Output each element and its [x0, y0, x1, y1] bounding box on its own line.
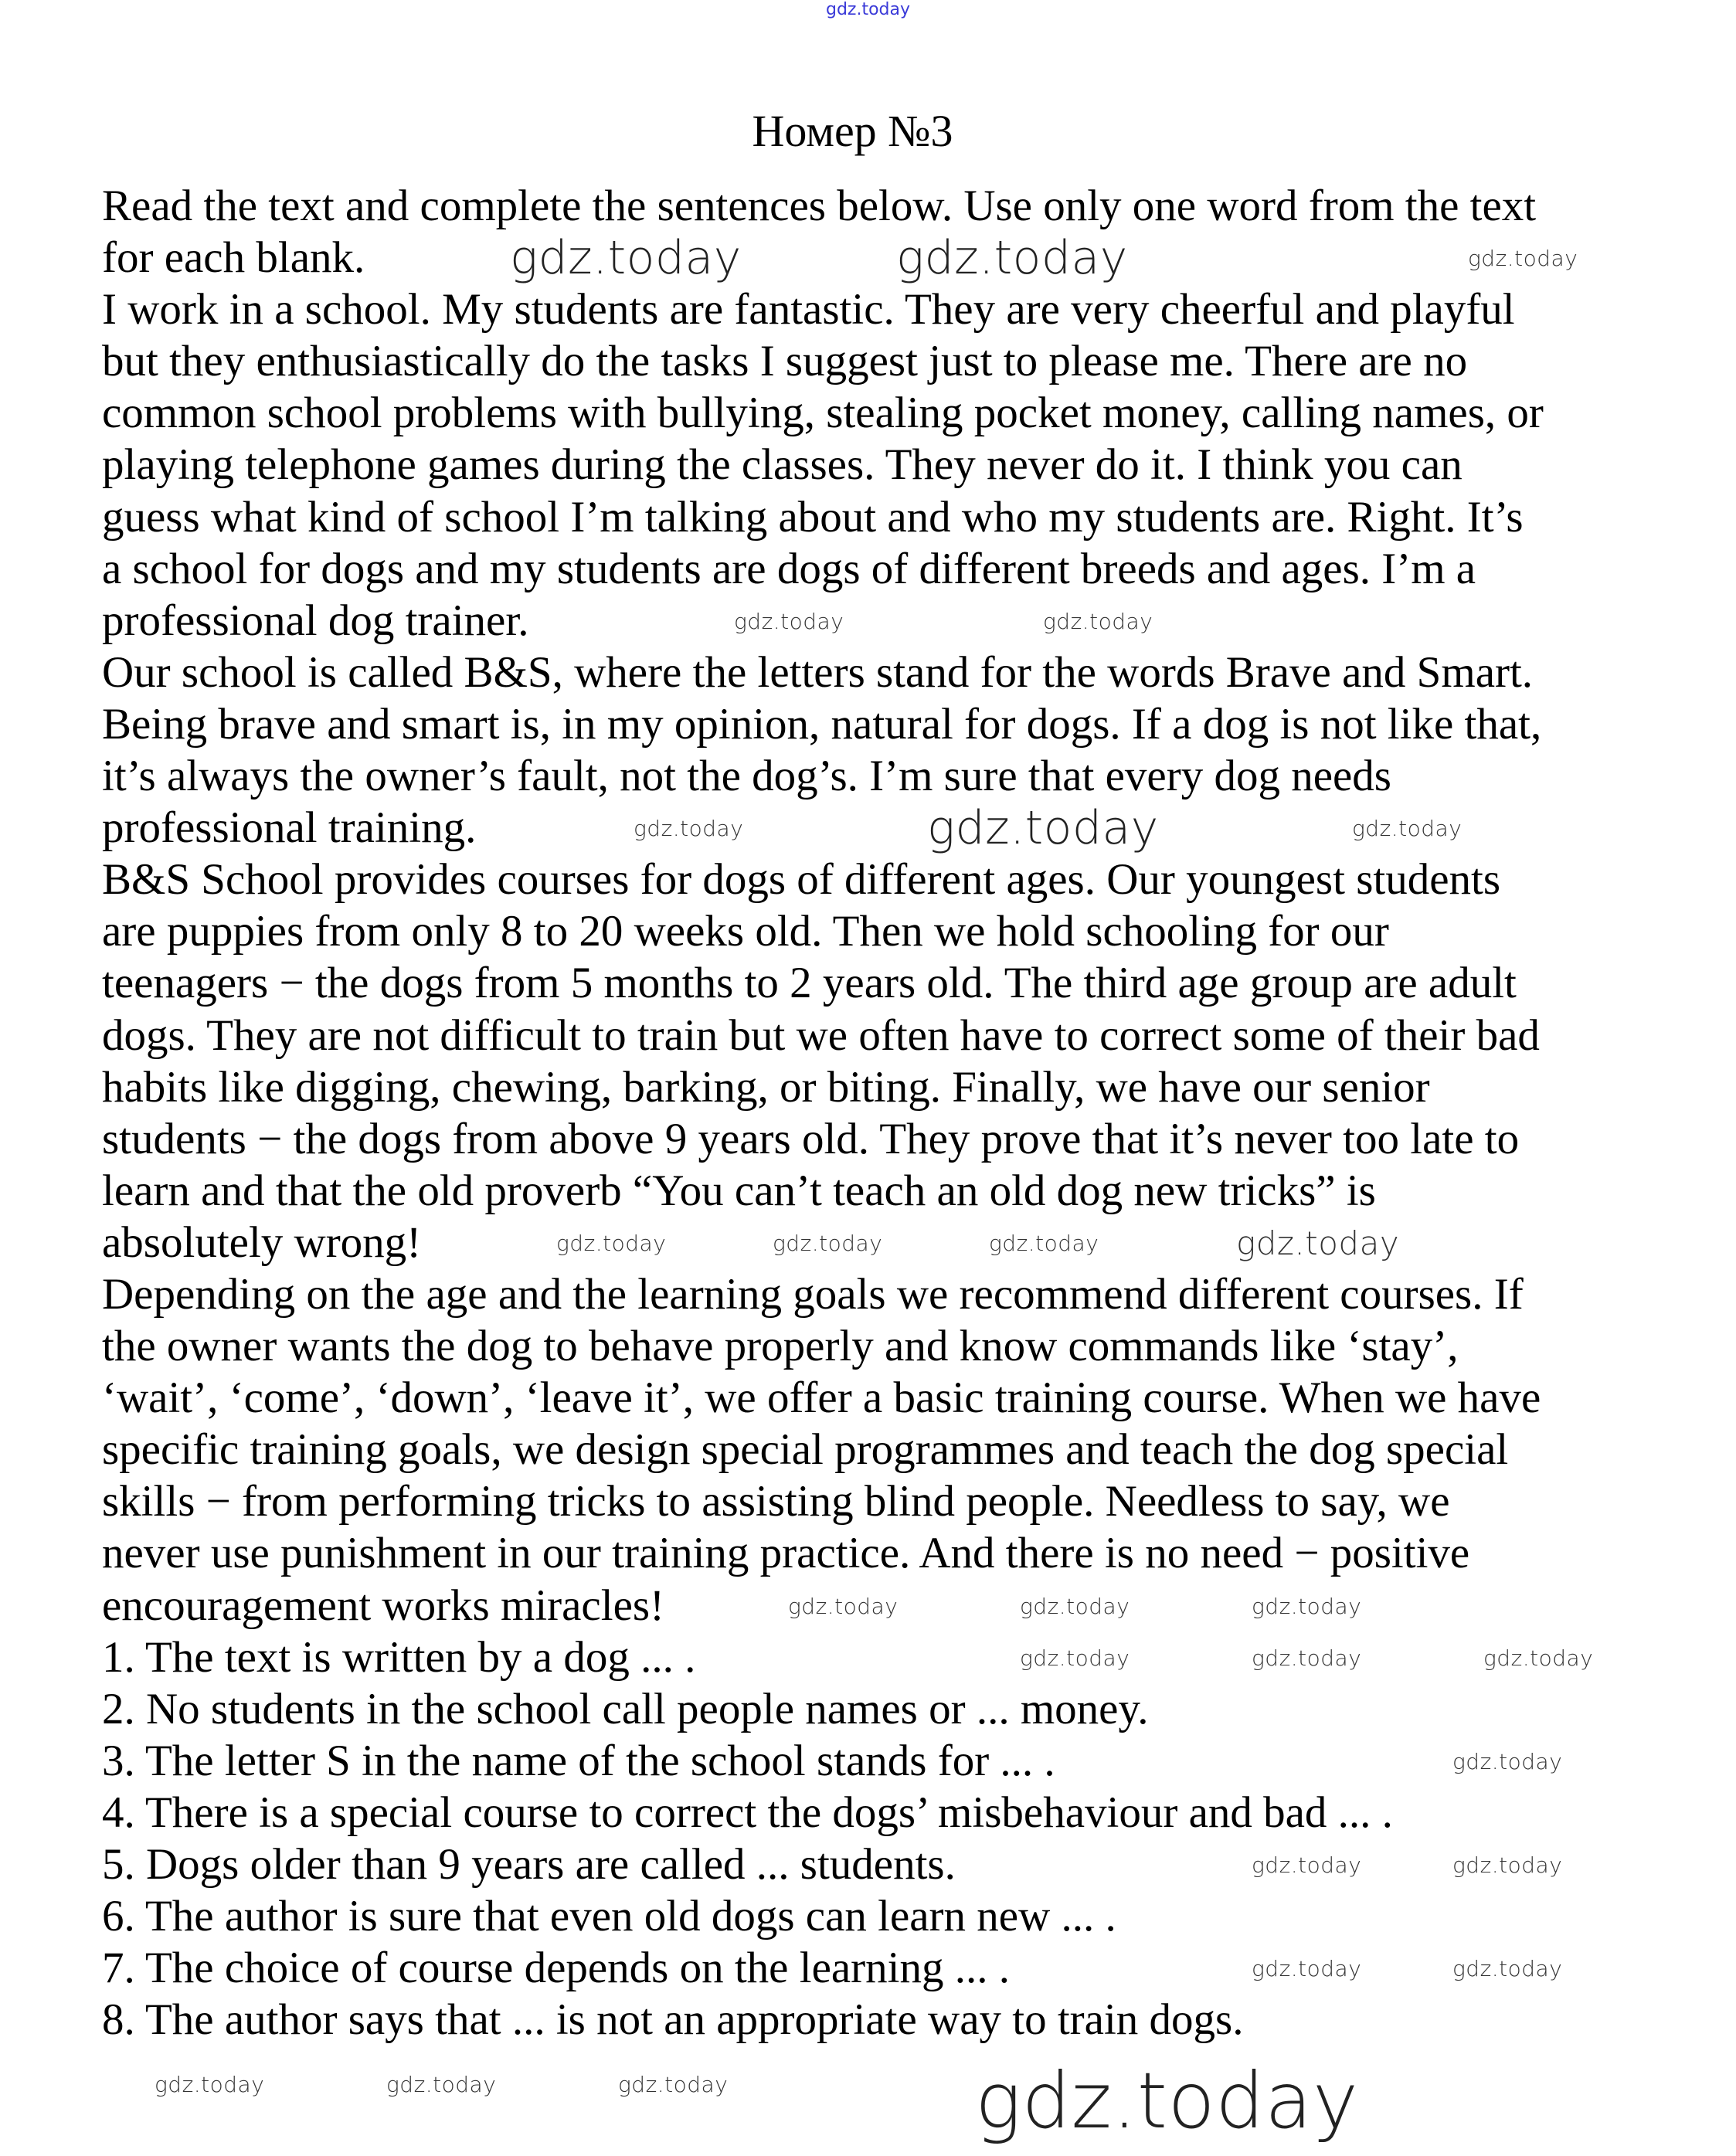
- text-line: absolutely wrong!: [102, 1217, 422, 1267]
- text-line: never use punishment in our training practice. And there is no need − positive: [102, 1529, 1470, 1578]
- text-line: skills − from performing tricks to assisting blind people. Needless to say, we: [102, 1477, 1450, 1526]
- text-line: habits like digging, chewing, barking, or biting. Finally, we have our senior: [102, 1062, 1430, 1112]
- question-line: 1. The text is written by a dog ... .: [102, 1632, 696, 1682]
- text-line: learn and that the old proverb “You can’t teach an old dog new tricks” is: [102, 1166, 1376, 1215]
- text-line: B&S School provides courses for dogs of different ages. Our youngest students: [102, 855, 1501, 905]
- watermark: gdz.today: [1236, 1224, 1400, 1262]
- text-line: encouragement works miracles!: [102, 1581, 665, 1630]
- watermark: gdz.today: [1452, 1852, 1563, 1878]
- text-line: Being brave and smart is, in my opinion, natural for dogs. If a dog is not like that,: [102, 699, 1542, 749]
- page-title: Номер №3: [752, 106, 953, 156]
- text-line: it’s always the owner’s fault, not the dog’s. I’m sure that every dog needs: [102, 752, 1391, 801]
- watermark: gdz.today: [556, 1231, 667, 1256]
- question-line: 7. The choice of course depends on the learning ... .: [102, 1944, 1010, 1993]
- question-line: 4. There is a special course to correct the dogs’ misbehaviour and bad ... .: [102, 1788, 1393, 1837]
- text-line: a school for dogs and my students are dogs of different breeds and ages. I’m a: [102, 544, 1476, 593]
- text-line: but they enthusiastically do the tasks I suggest just to please me. There are no: [102, 337, 1468, 386]
- question-line: 8. The author says that ... is not an appropriate way to train dogs.: [102, 1995, 1244, 2045]
- text-line: guess what kind of school I’m talking about and who my students are. Right. It’s: [102, 492, 1524, 542]
- text-line: students − the dogs from above 9 years old. They prove that it’s never too late to: [102, 1114, 1520, 1163]
- watermark: gdz.today: [386, 2072, 497, 2097]
- watermark: gdz.today: [734, 609, 844, 634]
- text-line: Depending on the age and the learning goals we recommend different courses. If: [102, 1269, 1524, 1319]
- watermark: gdz.today: [1252, 1852, 1362, 1878]
- watermark: gdz.today: [1252, 1956, 1362, 1981]
- watermark: gdz.today: [1252, 1645, 1362, 1671]
- watermark: gdz.today: [1483, 1645, 1594, 1671]
- text-line: are puppies from only 8 to 20 weeks old. Then we hold schooling for our: [102, 907, 1389, 956]
- top-watermark: gdz.today: [825, 0, 911, 19]
- watermark: gdz.today: [510, 231, 742, 285]
- text-line: Our school is called B&S, where the letters stand for the words Brave and Smart.: [102, 647, 1534, 697]
- text-line: specific training goals, we design special programmes and teach the dog special: [102, 1425, 1509, 1475]
- question-line: 5. Dogs older than 9 years are called ... students.: [102, 1840, 956, 1889]
- text-line: playing telephone games during the classes. They never do it. I think you can: [102, 440, 1463, 490]
- watermark: gdz.today: [1452, 1749, 1563, 1774]
- watermark: gdz.today: [1252, 1594, 1362, 1619]
- text-line: professional dog trainer.: [102, 596, 529, 645]
- watermark: gdz.today: [1020, 1594, 1130, 1619]
- watermark: gdz.today: [618, 2072, 729, 2097]
- watermark: gdz.today: [788, 1594, 899, 1619]
- watermark: gdz.today: [1452, 1956, 1563, 1981]
- text-line: dogs. They are not difficult to train but we often have to correct some of their bad: [102, 1010, 1540, 1060]
- text-line: common school problems with bullying, stealing pocket money, calling names, or: [102, 389, 1544, 438]
- text-line: for each blank.: [102, 233, 365, 283]
- text-line: professional training.: [102, 803, 477, 853]
- watermark: gdz.today: [773, 1231, 883, 1256]
- text-line: Read the text and complete the sentences below. Use only one word from the text: [102, 182, 1537, 230]
- text-line: the owner wants the dog to behave properly and know commands like ‘stay’,: [102, 1322, 1459, 1371]
- watermark: gdz.today: [634, 816, 744, 841]
- exercise-text: [102, 181, 1544, 2046]
- question-line: 6. The author is sure that even old dogs can learn new ... .: [102, 1892, 1116, 1941]
- text-line: teenagers − the dogs from 5 months to 2 years old. The third age group are adult: [102, 959, 1517, 1008]
- question-line: 2. No students in the school call people names or ... money.: [102, 1684, 1149, 1733]
- question-line: 3. The letter S in the name of the school stands for ... .: [102, 1736, 1055, 1785]
- text-line: ‘wait’, ‘come’, ‘down’, ‘leave it’, we offer a basic training course. When we have: [102, 1373, 1541, 1423]
- text-line: I work in a school. My students are fantastic. They are very cheerful and playful: [102, 285, 1515, 334]
- watermark: gdz.today: [155, 2072, 265, 2097]
- watermark: gdz.today: [1043, 609, 1153, 634]
- watermark: gdz.today: [927, 801, 1159, 855]
- watermark: gdz.today: [1352, 816, 1463, 841]
- watermark: gdz.today: [989, 1231, 1099, 1256]
- watermark: gdz.today: [1020, 1645, 1130, 1671]
- watermark: gdz.today: [896, 231, 1128, 285]
- watermark: gdz.today: [1468, 246, 1578, 271]
- watermark: gdz.today: [975, 2056, 1359, 2146]
